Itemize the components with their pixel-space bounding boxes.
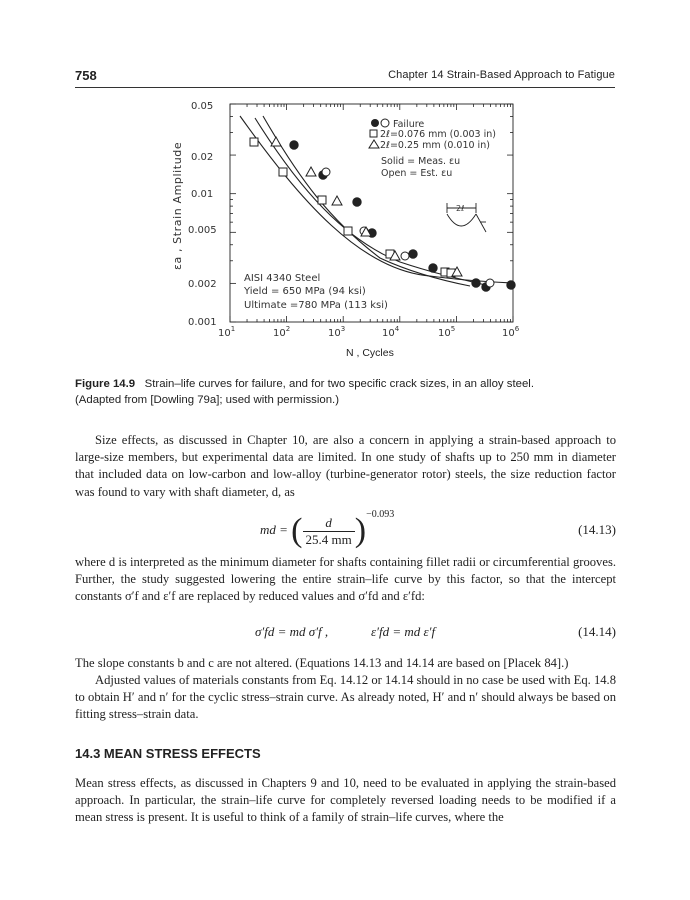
eq-numerator: d [303,515,355,532]
caption-source: (Adapted from [Dowling 79a]; used with permission.) [75,394,340,406]
material-name: AISI 4340 Steel [244,273,321,284]
figure-caption [75,376,620,408]
crack-0.25-point [332,196,342,205]
failure-point-open [322,168,330,176]
x-tick-label: $10^3$ [328,325,346,339]
crack-0.25-point [306,167,316,176]
y-tick-label: 0.002 [188,279,217,290]
legend-solid-note: Solid = Meas. εu [381,156,461,167]
equation-14-14 [75,624,616,644]
legend-triangle [369,140,379,148]
crack-0.076-point [279,168,287,176]
equation-number: (14.14) [578,624,616,639]
failure-point-open [401,252,409,260]
failure-point [409,250,417,258]
x-tick-label: $10^2$ [273,325,291,339]
legend-failure-open [381,119,389,127]
strain-life-figure [0,0,690,370]
legend-failure: Failure [393,119,425,130]
y-tick-label: 0.02 [191,152,214,163]
paragraph: The slope constants b and c are not altered. (Equations 14.13 and 14.14 are based on [Placek 84].) [75,656,569,670]
page-number: 758 [75,68,97,83]
running-head: Chapter 14 Strain-Based Approach to Fatigue [388,69,615,81]
failure-point [353,198,361,206]
y-tick-label: 0.001 [188,317,217,328]
legend-square [370,130,377,137]
paragraph: where d is interpreted as the minimum diameter for shafts containing fillet radii or circumferential grooves. Further, the study suggested lowering the entire strain–life curve by this factor, so that the intercept constants σ′f and ε′f are replaced by reduced values and σ′fd and ε′fd: [75,555,616,604]
legend-crack-0.076: 2ℓ=0.076 mm (0.003 in) [380,129,496,140]
equation-14-13: md = ( $\frac{d}{25.4 mm}$ )$^{-0.093}$ (14.13) [260,508,616,549]
legend-open-note: Open = Est. εu [381,168,453,179]
failure-point [472,279,480,287]
inset-label: 2ℓ [456,204,465,213]
failure-point-open [486,279,494,287]
eq-right: ε′fd = md ε′f [371,624,436,639]
equation-number: (14.13) [578,522,616,537]
failure-point [290,141,298,149]
y-axis-title: εa , Strain Amplitude [171,141,184,270]
eq-lhs: md = [260,521,288,537]
x-tick-label: $10^4$ [382,325,400,339]
specimen-inset [447,203,486,232]
crack-0.076-point [250,138,258,146]
paragraph: Size effects, as discussed in Chapter 10, are also a concern in applying a strain-based approach to large-size members, but experimental data are limited. In one study of shafts up to 250 mm in diameter that included data on low-carbon and low-alloy (turbine-generator rotor) steels, the size reduction factor was found to vary with shaft diameter, d, as [75,433,616,499]
legend-failure-solid [371,119,379,127]
eq-exponent: −0.093 [366,508,395,520]
figure-label: Figure 14.9 [75,378,136,390]
y-tick-label: 0.01 [191,189,214,200]
crack-0.076-point [344,227,352,235]
eq-left: σ′fd = md σ′f , [255,624,329,639]
paragraph: Mean stress effects, as discussed in Chapters 9 and 10, need to be evaluated in applying the strain-based approach. In particular, the strain–life curve for completely reversed loading needs to be modified if a mean stress is present. It is useful to think of a family of strain–life curves, where the [75,776,616,825]
x-tick-label: $10^6$ [502,325,520,339]
eq-denominator: 25.4 mm [305,531,352,547]
x-tick-label: $10^1$ [218,325,236,339]
failure-point [429,264,437,272]
legend-crack-0.25: 2ℓ=0.25 mm (0.010 in) [380,140,490,151]
material-yield: Yield = 650 MPa (94 ksi) [244,286,366,297]
x-axis-title: N , Cycles [346,347,394,359]
caption-text: Strain–life curves for failure, and for two specific crack sizes, in an alloy steel. [144,378,534,390]
y-tick-label: 0.005 [188,225,217,236]
paragraph: Adjusted values of materials constants from Eq. 14.12 or 14.14 should in no case be used with Eq. 14.8 to obtain H′ and n′ for the cyclic stress–strain curve. As already noted, H′ and n′ should always be based on fitting stress–strain data. [75,673,616,722]
section-heading: 14.3 MEAN STRESS EFFECTS [75,746,261,761]
x-tick-label: $10^5$ [438,325,456,339]
y-tick-label: 0.05 [191,101,214,112]
material-ultimate: Ultimate =780 MPa (113 ksi) [244,300,388,311]
crack-0.076-point [318,196,326,204]
failure-point [507,281,515,289]
crack-0.25-point [271,137,281,146]
